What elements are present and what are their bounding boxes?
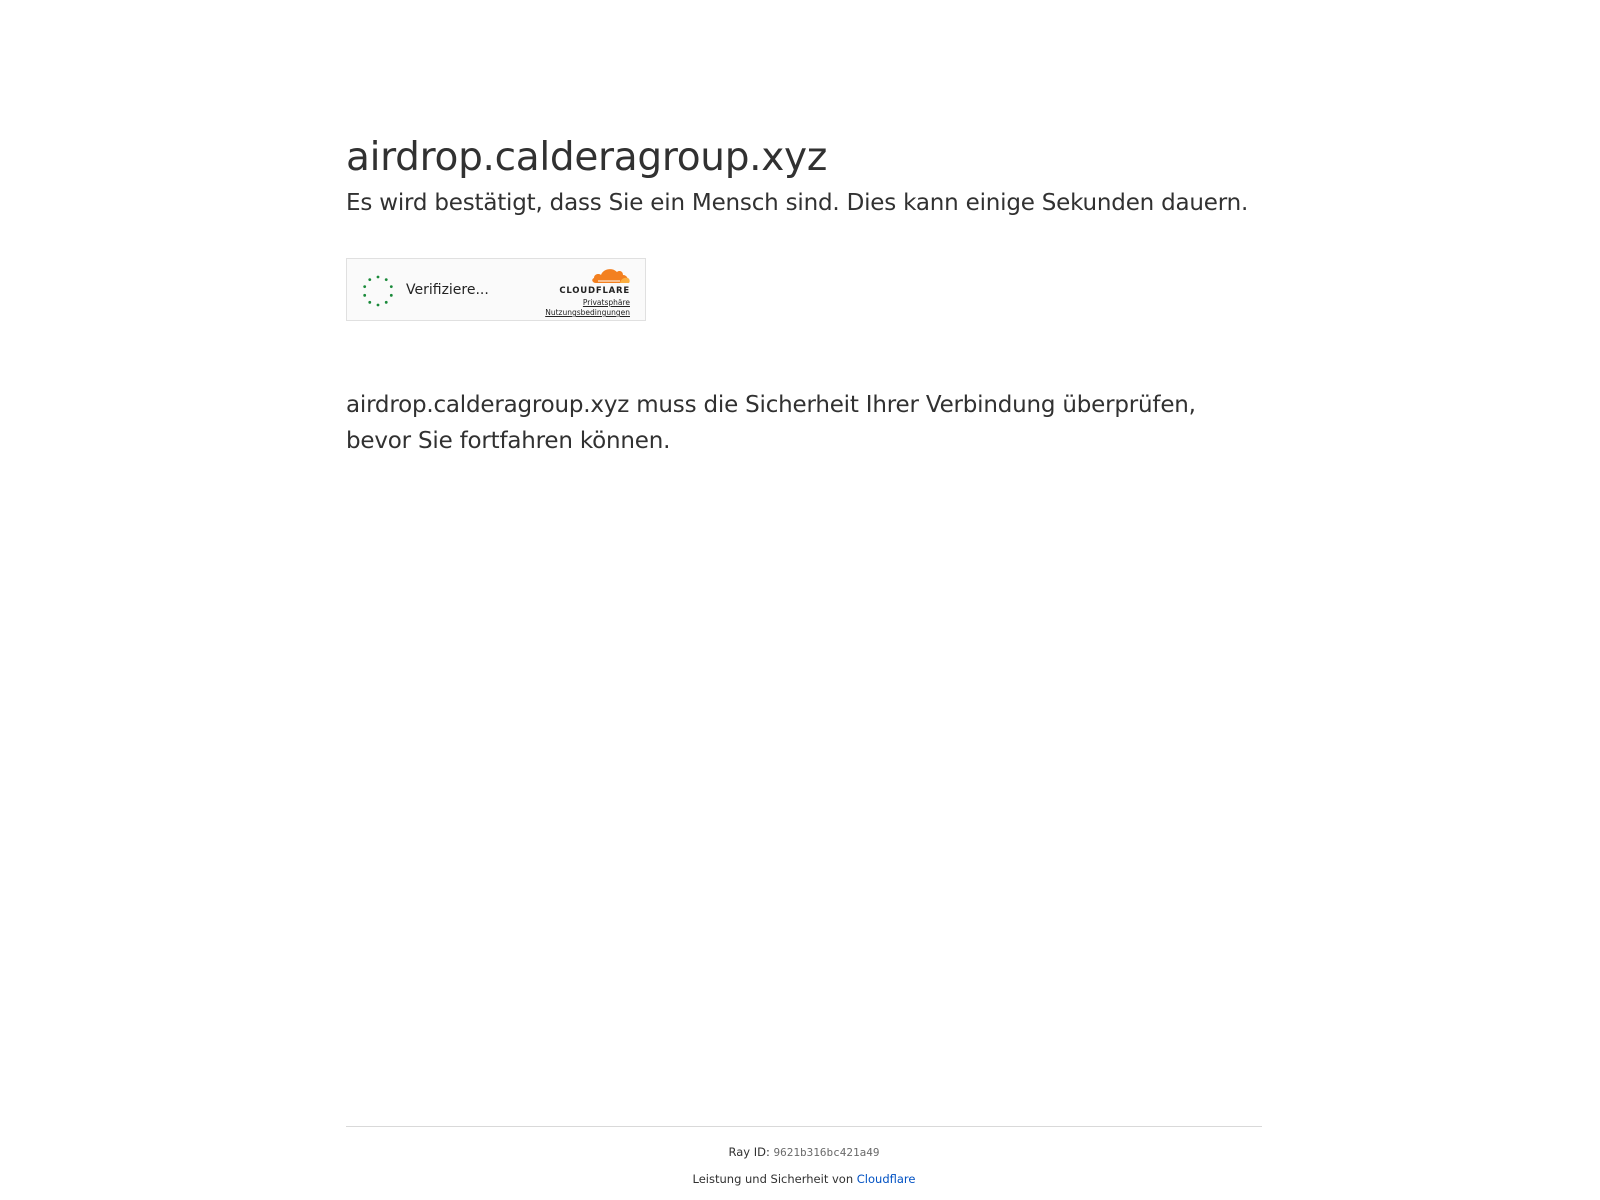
spinner-dot	[363, 294, 366, 297]
security-check-message: airdrop.calderagroup.xyz muss die Sicherheit Ihrer Verbindung überprüfen, bevor Sie fortfahren können.	[346, 392, 1196, 454]
cloudflare-wordmark: CLOUDFLARE	[559, 286, 630, 296]
spinner-dot	[363, 285, 366, 288]
ray-id-line	[346, 1144, 1262, 1161]
spinner-dot	[368, 301, 371, 304]
spinner-dot	[377, 304, 380, 307]
spinner-dot	[377, 276, 380, 279]
footer	[346, 1126, 1262, 1187]
spinner-dot	[368, 278, 371, 281]
loading-spinner-icon	[361, 274, 395, 308]
cloudflare-branding	[534, 265, 630, 318]
ray-id-value: 9621b316bc421a49	[773, 1146, 880, 1159]
turnstile-widget[interactable]	[346, 258, 646, 321]
spinner-dot	[385, 278, 388, 281]
main-content	[346, 132, 1266, 454]
verifying-status: Verifiziere...	[406, 282, 489, 298]
powered-by-text: Leistung und Sicherheit von	[692, 1172, 854, 1186]
spinner-dot	[385, 301, 388, 304]
spinner-dot	[390, 294, 393, 297]
spinner-dot	[390, 285, 393, 288]
ray-id-label: Ray ID:	[728, 1145, 770, 1159]
site-title: airdrop.calderagroup.xyz	[346, 135, 827, 180]
performance-security-line	[346, 1171, 1262, 1187]
verification-subtitle: Es wird bestätigt, dass Sie ein Mensch sind. Dies kann einige Sekunden dauern.	[346, 190, 1249, 216]
privacy-link[interactable]: Privatsphäre	[582, 298, 630, 307]
cloudflare-link[interactable]: Cloudflare	[856, 1172, 916, 1186]
cloudflare-logo-icon	[590, 265, 630, 285]
terms-link[interactable]: Nutzungsbedingungen	[545, 308, 630, 317]
